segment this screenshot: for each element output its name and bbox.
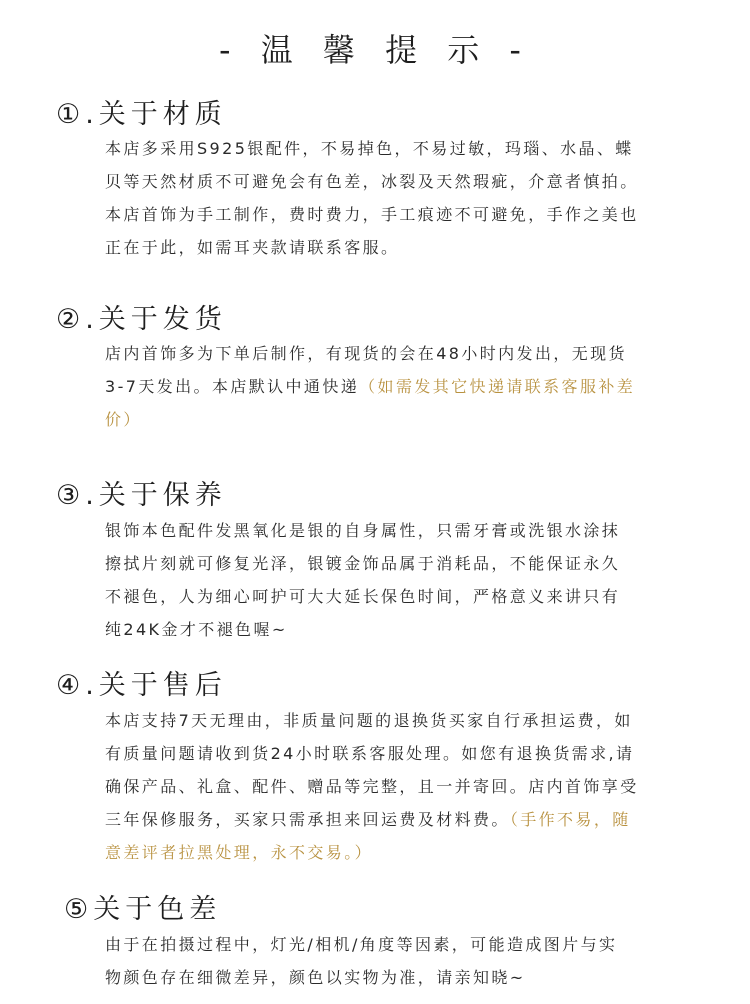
paragraph-line: 擦拭片刻就可修复光泽，银镀金饰品属于消耗品，不能保证永久	[105, 554, 621, 573]
paragraph-line: 由于在拍摄过程中，灯光/相机/角度等因素，可能造成图片与实	[105, 935, 618, 954]
shipping-note: 价）	[105, 410, 142, 429]
paragraph-line: 正在于此，如需耳夹款请联系客服。	[105, 238, 400, 257]
paragraph-line: 本店支持7天无理由，非质量问题的退换货买家自行承担运费，如	[105, 711, 633, 730]
paragraph-line: 纯24K金才不褪色喔~	[105, 620, 288, 639]
paragraph-line: 有质量问题请收到货24小时联系客服处理。如您有退换货需求,请	[105, 744, 635, 763]
section-heading-after-sales: ④.关于售后	[56, 670, 227, 701]
paragraph-line: 不褪色，人为细心呵护可大大延长保色时间，严格意义来讲只有	[105, 587, 621, 606]
after-sales-note: （手作不易，随	[509, 810, 631, 829]
paragraph-line: 本店首饰为手工制作，费时费力，手工痕迹不可避免，手作之美也	[105, 205, 639, 224]
paragraph-line: 银饰本色配件发黑氧化是银的自身属性，只需牙膏或洗银水涂抹	[105, 521, 621, 540]
paragraph-line: 3-7天发出。本店默认中通快递（如需发其它快递请联系客服补差	[105, 377, 636, 396]
paragraph-line	[105, 842, 373, 864]
section-heading-shipping: ②.关于发货	[56, 304, 227, 335]
paragraph-line: 店内首饰多为下单后制作，有现货的会在48小时内发出，无现货	[105, 344, 627, 363]
section-heading-materials: ①.关于材质	[56, 99, 227, 130]
paragraph-line	[105, 409, 142, 431]
section-heading-care: ③.关于保养	[56, 480, 227, 511]
paragraph-line: 物颜色存在细微差异，颜色以实物为准，请亲知晓~	[105, 968, 526, 987]
paragraph-line: 贝等天然材质不可避免会有色差，冰裂及天然瑕疵，介意者慎拍。	[105, 172, 639, 191]
paragraph-line: 三年保修服务，买家只需承担来回运费及材料费。（手作不易，随	[105, 810, 631, 829]
shipping-note: （如需发其它快递请联系客服补差	[359, 377, 636, 396]
page-title: - 温 馨 提 示 -	[219, 31, 531, 69]
after-sales-note: 意差评者拉黑处理，永不交易。）	[105, 843, 374, 862]
section-heading-color-difference: ⑤关于色差	[64, 894, 222, 925]
paragraph-line: 本店多采用S925银配件，不易掉色，不易过敏，玛瑙、水晶、蝶	[105, 139, 634, 158]
paragraph-line: 确保产品、礼盒、配件、赠品等完整，且一并寄回。店内首饰享受	[105, 777, 639, 796]
